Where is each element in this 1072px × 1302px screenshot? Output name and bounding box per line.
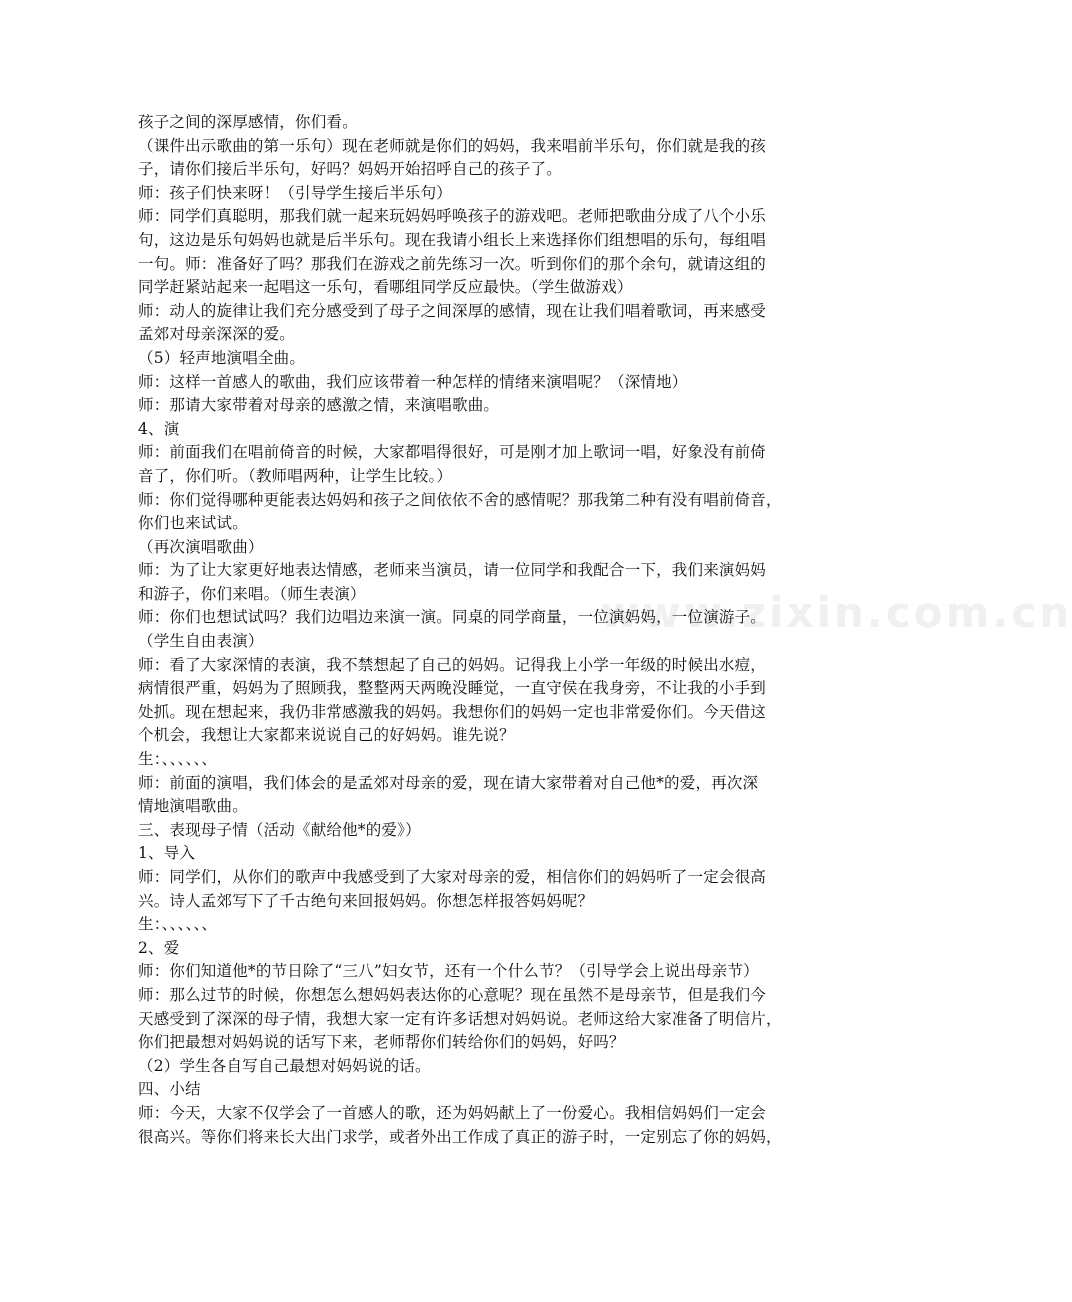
section-heading: 1、导入 bbox=[138, 844, 196, 863]
watermark: www.zixin.com.cn bbox=[600, 588, 1072, 637]
text-line: 句，这边是乐句妈妈也就是后半乐句。现在我请小组长上来选择你们组想唱的乐句，每组唱 bbox=[138, 230, 767, 249]
text-line: 师：那请大家带着对母亲的感激之情，来演唱歌曲。 bbox=[138, 396, 500, 415]
text-line: （学生自由表演） bbox=[138, 632, 264, 651]
text-line: 师：你们也想试试吗？我们边唱边来演一演。同桌的同学商量，一位演妈妈，一位演游子。 bbox=[138, 608, 767, 627]
text-line: 生：、、、、、、 bbox=[138, 915, 218, 934]
text-line: 孩子之间的深厚感情，你们看。 bbox=[138, 113, 358, 131]
text-line: 和游子，你们来唱。（师生表演） bbox=[138, 584, 366, 603]
text-line: （2）学生各自写自己最想对妈妈说的话。 bbox=[138, 1056, 431, 1075]
text-line: 师：同学们，从你们的歌声中我感受到了大家对母亲的爱，相信你们的妈妈听了一定会很高 bbox=[138, 868, 767, 886]
text-line: 你们也来试试。 bbox=[138, 514, 248, 533]
section-heading: 四、小结 bbox=[138, 1080, 201, 1099]
text-line: 处抓。现在想起来，我仍非常感激我的妈妈。我想你们的妈妈一定也非常爱你们。今天借这 bbox=[138, 702, 767, 721]
text-line: 病情很严重，妈妈为了照顾我，整整两天两晚没睡觉，一直守侯在我身旁，不让我的小手到 bbox=[138, 679, 767, 698]
text-line: （5）轻声地演唱全曲。 bbox=[138, 348, 306, 367]
text-line: 一句。师：准备好了吗？那我们在游戏之前先练习一次。听到你们的那个余句，就请这组的 bbox=[138, 254, 767, 273]
text-line: 师：孩子们快来呀！（引导学生接后半乐句） bbox=[138, 183, 453, 202]
text-line: 师：你们觉得哪种更能表达妈妈和孩子之间依依不舍的感情呢？那我第二种有没有唱前倚音， bbox=[138, 490, 782, 509]
text-line: 师：今天，大家不仅学会了一首感人的歌，还为妈妈献上了一份爱心。我相信妈妈们一定会 bbox=[138, 1103, 767, 1122]
text-line: 师：那么过节的时候，你想怎么想妈妈表达你的心意呢？现在虽然不是母亲节，但是我们今 bbox=[138, 985, 767, 1004]
text-line: 师：动人的旋律让我们充分感受到了母子之间深厚的感情，现在让我们唱着歌词，再来感受 bbox=[138, 301, 767, 320]
text-line: 同学赶紧站起来一起唱这一乐句，看哪组同学反应最快。（学生做游戏） bbox=[138, 278, 633, 297]
text-line: 师：前面的演唱，我们体会的是孟郊对母亲的爱，现在请大家带着对自己他*的爱，再次深 bbox=[138, 773, 759, 792]
text-line: 个机会，我想让大家都来说说自己的好妈妈。谁先说？ bbox=[138, 726, 515, 745]
text-line: 生：、、、、、、 bbox=[138, 750, 218, 769]
text-line: 很高兴。等你们将来长大出门求学，或者外出工作成了真正的游子时，一定别忘了你的妈妈， bbox=[138, 1127, 782, 1146]
text-line: 音了，你们听。（教师唱两种，让学生比较。） bbox=[138, 466, 453, 485]
document-body bbox=[138, 111, 788, 1149]
section-heading: 三、表现母子情（活动《献给他*的爱》） bbox=[138, 820, 421, 839]
section-heading: 4、演 bbox=[138, 419, 180, 438]
text-line: 师：这样一首感人的歌曲，我们应该带着一种怎样的情绪来演唱呢？（深情地） bbox=[138, 372, 688, 391]
text-line: 你们把最想对妈妈说的话写下来，老师帮你们转给你们的妈妈，好吗？ bbox=[138, 1033, 625, 1052]
text-line: 天感受到了深深的母子情，我想大家一定有许多话想对妈妈说。老师这给大家准备了明信片， bbox=[138, 1009, 782, 1028]
text-line: （课件出示歌曲的第一乐句）现在老师就是你们的妈妈，我来唱前半乐句，你们就是我的孩 bbox=[138, 136, 767, 155]
text-line: 孟郊对母亲深深的爱。 bbox=[138, 325, 296, 344]
section-heading: 2、爱 bbox=[138, 938, 180, 957]
text-line: 情地演唱歌曲。 bbox=[138, 797, 248, 816]
text-line: 师：同学们真聪明，那我们就一起来玩妈妈呼唤孩子的游戏吧。老师把歌曲分成了八个小乐 bbox=[138, 207, 767, 226]
text-line: 师：为了让大家更好地表达情感，老师来当演员，请一位同学和我配合一下，我们来演妈妈 bbox=[138, 561, 767, 580]
text-line: （再次演唱歌曲） bbox=[138, 537, 264, 556]
text-line: 兴。诗人孟郊写下了千古绝句来回报妈妈。你想怎样报答妈妈呢？ bbox=[138, 891, 594, 910]
text-line: 师：看了大家深情的表演，我不禁想起了自己的妈妈。记得我上小学一年级的时候出水痘， bbox=[138, 655, 767, 674]
text-line: 子，请你们接后半乐句，好吗？妈妈开始招呼自己的孩子了。 bbox=[138, 160, 562, 179]
text-line: 师：你们知道他*的节日除了“三八”妇女节，还有一个什么节？（引导学会上说出母亲节） bbox=[138, 962, 759, 981]
text-line: 师：前面我们在唱前倚音的时候，大家都唱得很好，可是刚才加上歌词一唱，好象没有前倚 bbox=[138, 443, 767, 462]
